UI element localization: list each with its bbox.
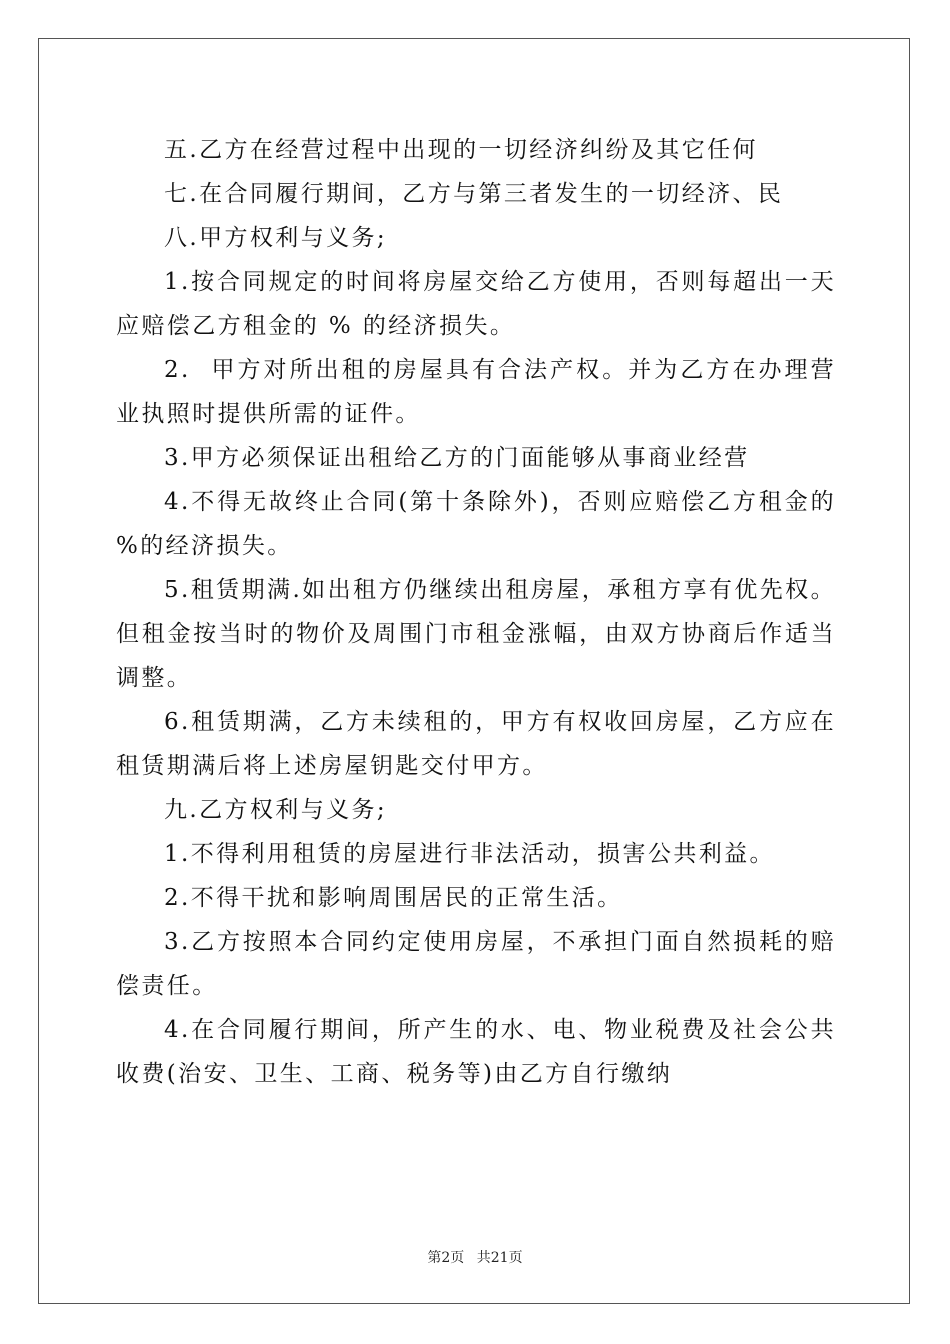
- paragraph: 4.在合同履行期间，所产生的水、电、物业税费及社会公共收费(治安、卫生、工商、税务等)由乙方自行缴纳: [116, 1017, 836, 1087]
- paragraph: 1.不得利用租赁的房屋进行非法活动，损害公共利益。: [164, 841, 775, 867]
- current-page-number: 第2页: [427, 1250, 465, 1266]
- paragraph: 五.乙方在经营过程中出现的一切经济纠纷及其它任何: [164, 137, 758, 163]
- paragraph: 1.按合同规定的时间将房屋交给乙方使用，否则每超出一天应赔偿乙方租金的 % 的经济损失。: [116, 269, 836, 339]
- paragraph: 七.在合同履行期间，乙方与第三者发生的一切经济、民: [164, 181, 784, 207]
- total-pages: 共21页: [476, 1250, 523, 1266]
- paragraph: 3.乙方按照本合同约定使用房屋，不承担门面自然损耗的赔偿责任。: [116, 929, 836, 999]
- paragraph: 6.租赁期满，乙方未续租的，甲方有权收回房屋，乙方应在租赁期满后将上述房屋钥匙交付甲方。: [116, 709, 836, 779]
- paragraph: 5.租赁期满.如出租方仍继续出租房屋，承租方享有优先权。但租金按当时的物价及周围门市租金涨幅，由双方协商后作适当调整。: [116, 577, 836, 691]
- section-heading: 九.乙方权利与义务;: [164, 797, 388, 823]
- paragraph: 2. 甲方对所出租的房屋具有合法产权。并为乙方在办理营业执照时提供所需的证件。: [116, 357, 836, 427]
- paragraph: 4.不得无故终止合同(第十条除外)，否则应赔偿乙方租金的 %的经济损失。: [116, 489, 846, 559]
- paragraph: 2.不得干扰和影响周围居民的正常生活。: [164, 885, 623, 911]
- section-heading: 八.甲方权利与义务;: [164, 225, 388, 251]
- paragraph: 3.甲方必须保证出租给乙方的门面能够从事商业经营: [164, 445, 750, 471]
- page-footer: [0, 1247, 950, 1267]
- document-body: [116, 128, 846, 1096]
